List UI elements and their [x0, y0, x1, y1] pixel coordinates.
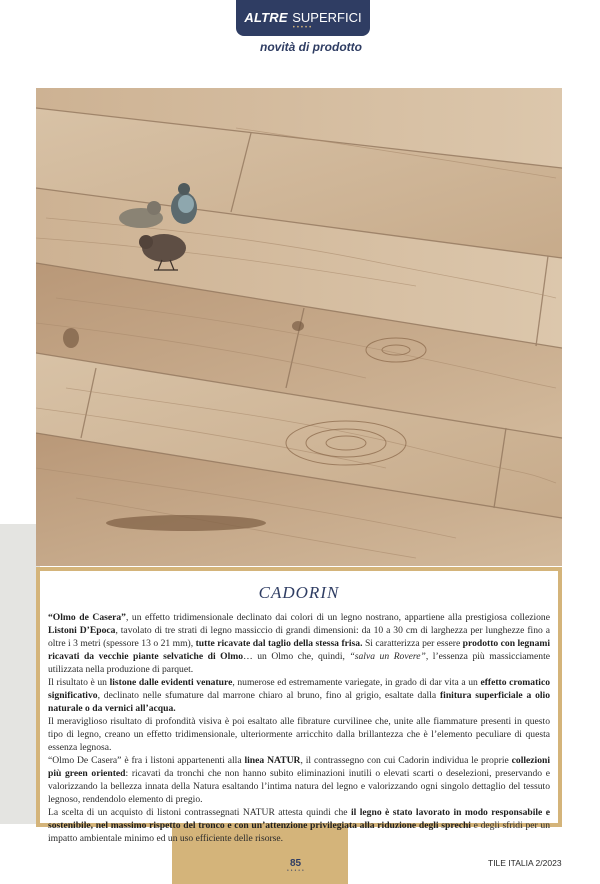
text-run: La scelta di un acquisto di listoni contrassegnati NATUR attesta quindi che — [48, 807, 351, 818]
paragraph — [48, 806, 550, 845]
product-name: “Olmo de Casera” — [48, 612, 126, 623]
text-run: , il contrassegno con cui Cadorin individua le proprie — [300, 755, 512, 766]
article-body — [48, 611, 550, 845]
quote: “salva un Rovere” — [349, 651, 426, 662]
text-run: , l’essenza più massicciamente utilizzata nella produzione di parquet. — [48, 651, 550, 675]
paragraph: Il meraviglioso risultato di profondità visiva è poi esaltato alle fibrature curvilinee che, unite alle fiammature presenti in questo tipo di legno, creano un effetto tridimensionale, ulteriormente arricchito dalla brillantezza che è l’elemento peculiare di questa essenza legnosa. — [48, 716, 550, 753]
text-emphasis: prodotto con legnami ricavati da vecchie piante selvatiche di Olmo — [48, 638, 551, 662]
text-run: e degli sfridi per un impatto ambientale minimo ed un uso efficiente delle risorse. — [48, 820, 550, 844]
paragraph — [48, 754, 550, 806]
text-emphasis: listone dalle evidenti venature — [109, 677, 233, 688]
page-dots: ••••• — [287, 869, 306, 874]
text-emphasis: tutte ricavate dal taglio della stessa frisa. — [195, 638, 363, 649]
page-number: 85 — [290, 858, 302, 869]
magazine-issue: TILE ITALIA 2/2023 — [488, 858, 562, 868]
text-emphasis: linea NATUR — [244, 755, 301, 766]
text-run: , numerose ed estremamente variegate, in grado di dar vita a un — [232, 677, 481, 688]
section-title-prefix: ALTRE — [244, 10, 288, 25]
text-run: : ricavati da tronchi che non hanno subito eliminazioni inutili o elevati scarti o deselezioni, preservando e valorizzando la bellezza innata della Natura esaltando l’intima natura del legno e valorizzando ogni singolo dettaglio del tessuto legnoso, rendendolo elemento di pregio. — [48, 768, 550, 805]
text-run: , declinato nelle sfumature dal marrone chiaro al bruno, fino al grigio, esaltate dalla — [97, 690, 440, 701]
text-run: , un effetto tridimensionale declinato dai colori di un legno nostrano, appartiene alla prestigiosa collezione — [125, 612, 550, 623]
collection-name: Listoni D’Epoca — [48, 625, 116, 636]
wooden-floor-photo — [36, 88, 562, 566]
text-emphasis: finitura superficiale a olio naturale o da vernici all’acqua. — [48, 690, 550, 714]
section-title-suffix: SUPERFICI — [292, 10, 362, 25]
subsection-label: novità di prodotto — [260, 40, 362, 54]
text-run: “Olmo De Casera” è fra i listoni appartenenti alla — [48, 755, 245, 766]
text-run: Si caratterizza per essere — [362, 638, 463, 649]
paragraph — [48, 611, 550, 676]
text-emphasis: il legno è stato lavorato in modo responsabile e sostenibile, nel massimo rispetto del tronco e con un’attenzione privilegiata alla riduzione degli sprechi — [48, 807, 550, 831]
side-decoration-band — [0, 524, 40, 824]
text-run: , tavolato di tre strati di legno massiccio di grandi dimensioni: da 10 a 30 cm di larghezza per lunghezze fino a oltre i 3 metri (spessore 13 o 21 mm), — [48, 625, 550, 649]
text-emphasis: collezioni più green oriented — [48, 755, 551, 779]
article-box — [36, 567, 562, 844]
text-run: Il risultato è un — [48, 677, 110, 688]
brand-title: CADORIN — [258, 583, 340, 602]
text-run: … un Olmo che, quindi, — [243, 651, 350, 662]
section-dots: ••••• — [292, 25, 314, 31]
paragraph — [48, 676, 550, 715]
section-header-tab — [236, 0, 370, 36]
text-emphasis: effetto cromatico significativo — [48, 677, 550, 701]
